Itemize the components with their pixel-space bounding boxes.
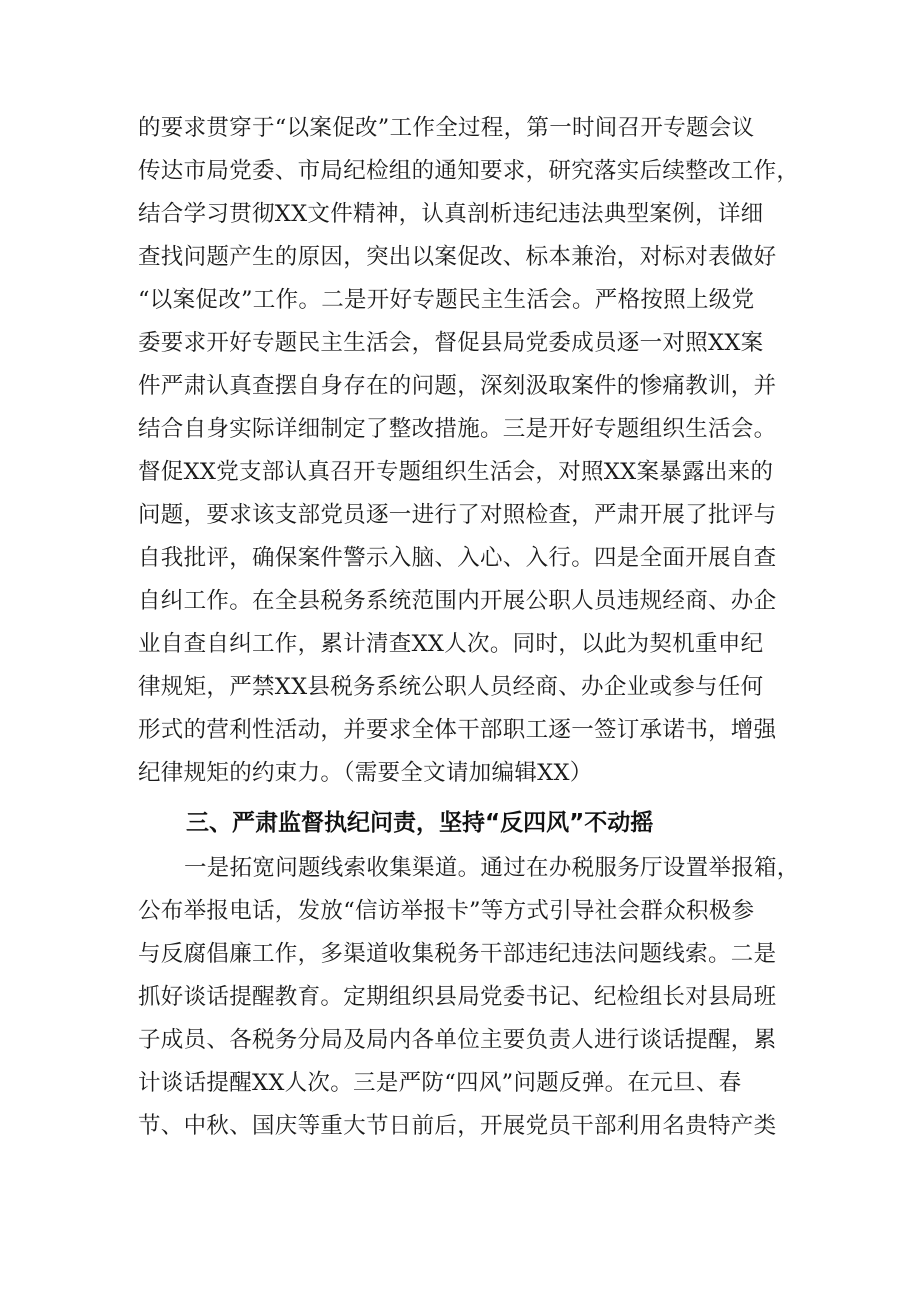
text-line: 纪律规矩的约束力。（需要全文请加编辑XX） [138, 760, 593, 786]
text-line: “以案促改”工作。二是开好专题民主生活会。严格按照上级党 [138, 287, 755, 313]
text-line: 形式的营利性活动，并要求全体干部职工逐一签订承诺书，增强 [138, 717, 777, 743]
text-line: 公布举报电话，发放“信访举报卡”等方式引导社会群众积极参 [138, 898, 755, 924]
text-line: 件严肃认真查摆自身存在的问题，深刻汲取案件的惨痛教训，并 [138, 373, 777, 399]
text-line: 查找问题产生的原因，突出以案促改、标本兼治，对标对表做好 [138, 244, 777, 270]
text-line: 抓好谈话提醒教育。定期组织县局党委书记、纪检组长对县局班 [138, 984, 777, 1010]
text-line: 计谈话提醒XX人次。三是严防“四风”问题反弹。在元旦、春 [138, 1070, 742, 1096]
text-line: 的要求贯穿于“以案促改”工作全过程，第一时间召开专题会议 [138, 115, 755, 141]
section-heading [138, 802, 786, 845]
paragraph-continuation [138, 107, 800, 795]
text-line: 自我批评，确保案件警示入脑、入心、入行。四是全面开展自查 [138, 545, 777, 571]
text-line: 结合学习贯彻XX文件精神，认真剖析违纪违法典型案例，详细 [138, 201, 764, 227]
text-line: 与反腐倡廉工作，多渠道收集税务干部违纪违法问题线索。二是 [138, 941, 777, 967]
text-line: 问题，要求该支部党员逐一进行了对照检查，严肃开展了批评与 [138, 502, 777, 528]
text-line: 一是拓宽问题线索收集渠道。通过在办税服务厅设置举报箱， [184, 855, 800, 881]
text-line: 业自查自纠工作，累计清查XX人次。同时，以此为契机重申纪 [138, 631, 764, 657]
text-line: 委要求开好专题民主生活会，督促县局党委成员逐一对照XX案 [138, 330, 764, 356]
text-line: 传达市局党委、市局纪检组的通知要求，研究落实后续整改工作， [138, 158, 800, 184]
text-line: 节、中秋、国庆等重大节日前后，开展党员干部利用名贵特产类 [138, 1113, 777, 1139]
text-line: 子成员、各税务分局及局内各单位主要负责人进行谈话提醒，累 [138, 1027, 777, 1053]
section-heading-text: 三、严肃监督执纪问责，坚持“反四风”不动摇 [186, 810, 654, 836]
text-line: 律规矩，严禁XX县税务系统公职人员经商、办企业或参与任何 [138, 674, 764, 700]
text-line: 督促XX党支部认真召开专题组织生活会，对照XX案暴露出来的 [138, 459, 774, 485]
text-line: 结合自身实际详细制定了整改措施。三是开好专题组织生活会。 [138, 416, 777, 442]
paragraph-section-3 [138, 847, 800, 1148]
text-line: 自纠工作。在全县税务系统范围内开展公职人员违规经商、办企 [138, 588, 777, 614]
